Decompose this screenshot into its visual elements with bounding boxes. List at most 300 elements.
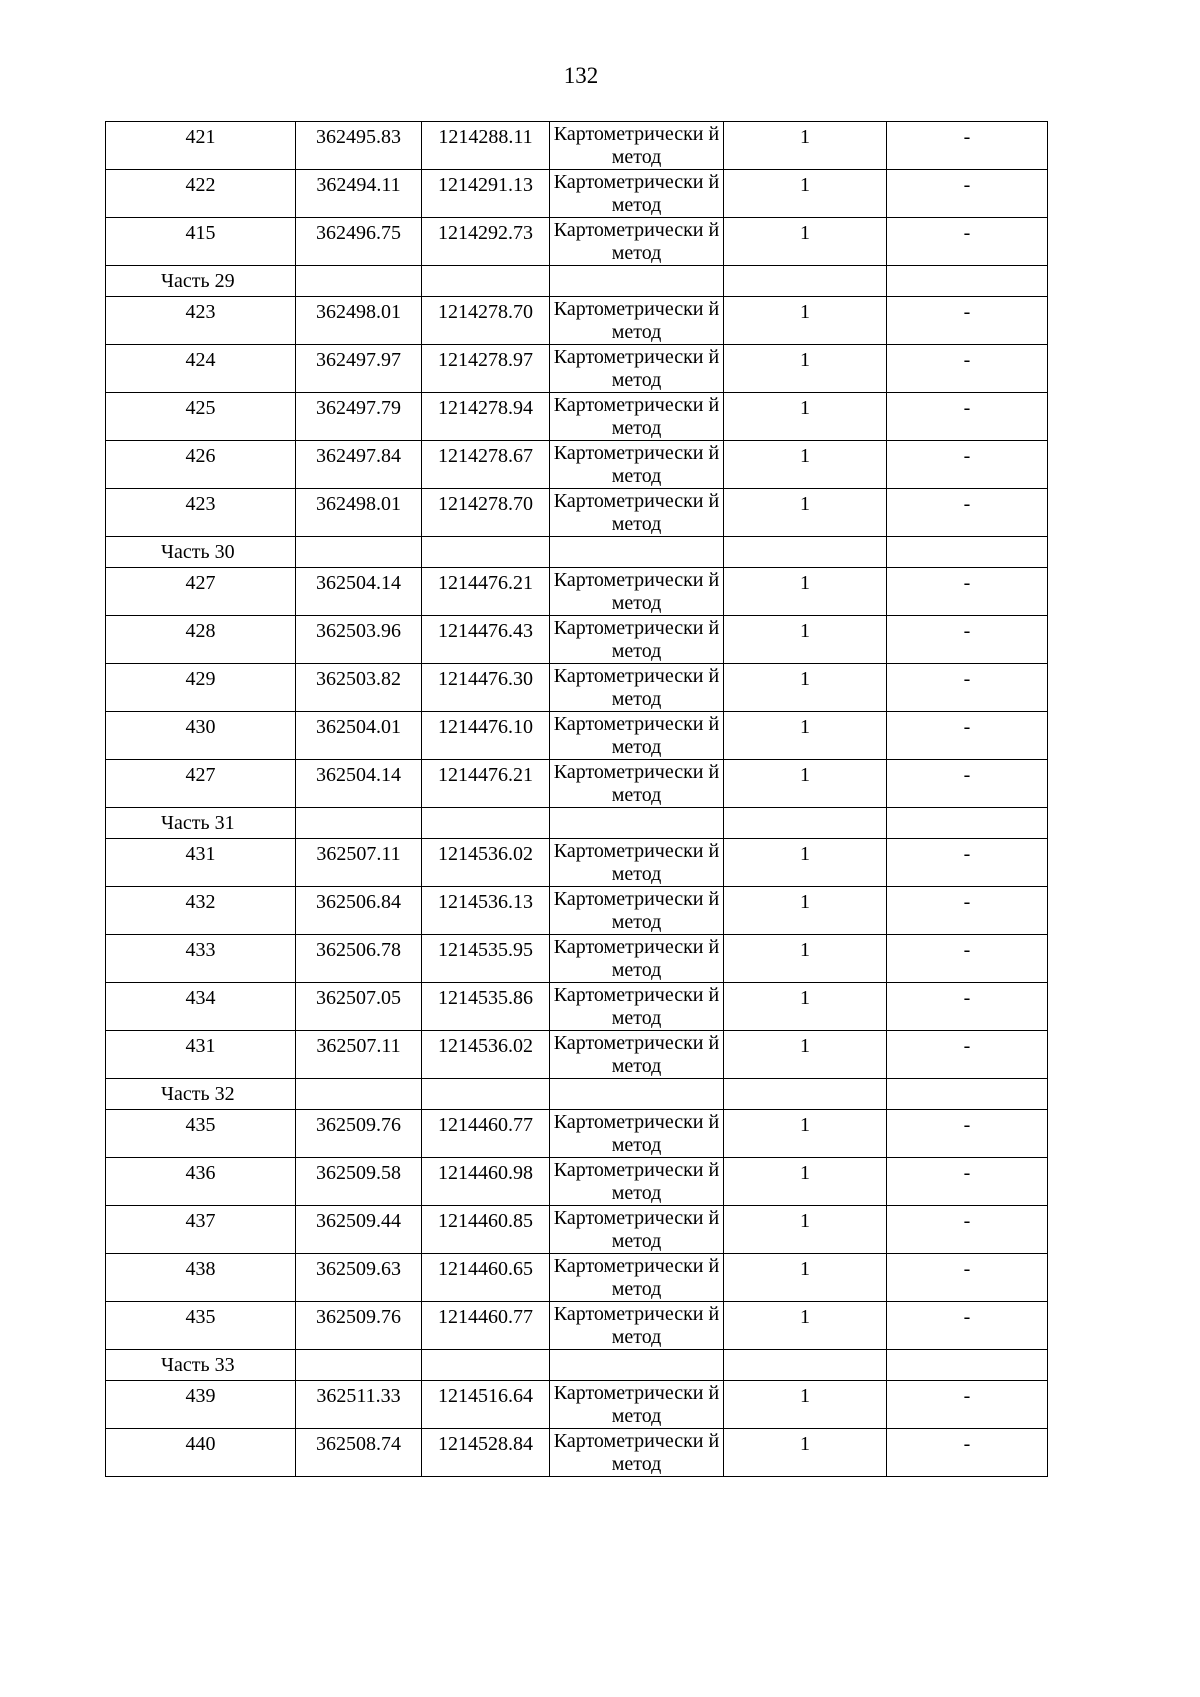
accuracy-value-cell <box>724 393 887 441</box>
y-coordinate: 1214536.02 <box>438 1035 533 1057</box>
y-coordinate-cell <box>422 1158 550 1206</box>
empty-cell <box>422 537 550 568</box>
y-coordinate-cell <box>422 1206 550 1254</box>
accuracy-value-cell <box>724 441 887 489</box>
note-value-cell <box>887 839 1048 887</box>
y-coordinate: 1214476.43 <box>438 620 533 642</box>
point-number: 423 <box>185 493 216 515</box>
x-coordinate-cell <box>296 664 422 712</box>
accuracy-value: 1 <box>800 1433 810 1455</box>
y-coordinate-cell <box>422 1302 550 1350</box>
note-value-cell <box>887 712 1048 760</box>
determination-method: Картометрически й метод <box>553 123 720 168</box>
determination-method: Картометрически й метод <box>553 569 720 614</box>
accuracy-value-cell <box>724 1158 887 1206</box>
determination-method: Картометрически й метод <box>553 1430 720 1475</box>
empty-cell <box>422 1079 550 1110</box>
accuracy-value: 1 <box>800 349 810 371</box>
x-coordinate: 362503.96 <box>316 620 401 642</box>
determination-method-cell <box>550 170 724 218</box>
determination-method: Картометрически й метод <box>553 346 720 391</box>
note-value: - <box>963 1433 971 1455</box>
determination-method: Картометрически й метод <box>553 936 720 981</box>
determination-method-cell <box>550 887 724 935</box>
y-coordinate-cell <box>422 616 550 664</box>
point-number-cell <box>106 393 296 441</box>
note-value-cell <box>887 935 1048 983</box>
accuracy-value-cell <box>724 760 887 808</box>
determination-method-cell <box>550 489 724 537</box>
accuracy-value: 1 <box>800 843 810 865</box>
determination-method-cell <box>550 1381 724 1429</box>
point-number-cell <box>106 712 296 760</box>
accuracy-value-cell <box>724 664 887 712</box>
y-coordinate-cell <box>422 345 550 393</box>
accuracy-value: 1 <box>800 891 810 913</box>
determination-method: Картометрически й метод <box>553 761 720 806</box>
point-number: 426 <box>185 445 216 467</box>
point-number: 437 <box>185 1210 216 1232</box>
point-number: 422 <box>185 174 216 196</box>
y-coordinate: 1214292.73 <box>438 222 533 244</box>
note-value-cell <box>887 664 1048 712</box>
x-coordinate: 362497.79 <box>316 397 401 419</box>
x-coordinate-cell <box>296 935 422 983</box>
x-coordinate-cell <box>296 1158 422 1206</box>
determination-method-cell <box>550 712 724 760</box>
note-value-cell <box>887 1031 1048 1079</box>
accuracy-value-cell <box>724 218 887 266</box>
x-coordinate: 362509.44 <box>316 1210 401 1232</box>
part-header-row <box>106 537 1048 568</box>
point-number: 430 <box>185 716 216 738</box>
y-coordinate-cell <box>422 218 550 266</box>
point-number: 425 <box>185 397 216 419</box>
table-row <box>106 1206 1048 1254</box>
part-label-cell <box>106 808 296 839</box>
note-value-cell <box>887 1254 1048 1302</box>
y-coordinate-cell <box>422 1381 550 1429</box>
note-value: - <box>963 301 971 323</box>
x-coordinate: 362509.76 <box>316 1306 401 1328</box>
note-value: - <box>963 126 971 148</box>
note-value: - <box>963 891 971 913</box>
x-coordinate-cell <box>296 218 422 266</box>
y-coordinate: 1214476.10 <box>438 716 533 738</box>
note-value-cell <box>887 1158 1048 1206</box>
empty-cell <box>296 1079 422 1110</box>
y-coordinate: 1214476.21 <box>438 572 533 594</box>
note-value: - <box>963 174 971 196</box>
y-coordinate-cell <box>422 1031 550 1079</box>
x-coordinate: 362507.11 <box>316 1035 401 1057</box>
note-value-cell <box>887 345 1048 393</box>
point-number: 415 <box>185 222 216 244</box>
accuracy-value-cell <box>724 1031 887 1079</box>
table-row <box>106 170 1048 218</box>
x-coordinate-cell <box>296 1110 422 1158</box>
x-coordinate-cell <box>296 1381 422 1429</box>
part-label: Часть 31 <box>161 812 235 834</box>
point-number: 431 <box>185 1035 216 1057</box>
x-coordinate-cell <box>296 345 422 393</box>
accuracy-value-cell <box>724 489 887 537</box>
y-coordinate-cell <box>422 887 550 935</box>
point-number: 428 <box>185 620 216 642</box>
point-number: 429 <box>185 668 216 690</box>
x-coordinate: 362511.33 <box>316 1385 401 1407</box>
point-number: 431 <box>185 843 216 865</box>
point-number-cell <box>106 887 296 935</box>
determination-method-cell <box>550 664 724 712</box>
x-coordinate-cell <box>296 983 422 1031</box>
point-number: 439 <box>185 1385 216 1407</box>
point-number-cell <box>106 935 296 983</box>
note-value: - <box>963 987 971 1009</box>
accuracy-value-cell <box>724 1254 887 1302</box>
table-row <box>106 1110 1048 1158</box>
determination-method: Картометрически й метод <box>553 665 720 710</box>
determination-method-cell <box>550 568 724 616</box>
y-coordinate: 1214278.94 <box>438 397 533 419</box>
y-coordinate: 1214460.65 <box>438 1258 533 1280</box>
empty-cell <box>550 1350 724 1381</box>
accuracy-value: 1 <box>800 668 810 690</box>
empty-cell <box>887 1079 1048 1110</box>
note-value: - <box>963 1210 971 1232</box>
determination-method: Картометрически й метод <box>553 1255 720 1300</box>
x-coordinate-cell <box>296 393 422 441</box>
accuracy-value: 1 <box>800 174 810 196</box>
x-coordinate: 362506.78 <box>316 939 401 961</box>
determination-method-cell <box>550 345 724 393</box>
part-header-row <box>106 808 1048 839</box>
part-label-cell <box>106 537 296 568</box>
note-value: - <box>963 620 971 642</box>
y-coordinate-cell <box>422 441 550 489</box>
empty-cell <box>887 537 1048 568</box>
y-coordinate-cell <box>422 297 550 345</box>
part-header-row <box>106 1079 1048 1110</box>
x-coordinate: 362509.76 <box>316 1114 401 1136</box>
determination-method-cell <box>550 1254 724 1302</box>
accuracy-value: 1 <box>800 1258 810 1280</box>
point-number: 427 <box>185 572 216 594</box>
x-coordinate-cell <box>296 887 422 935</box>
empty-cell <box>550 537 724 568</box>
y-coordinate: 1214291.13 <box>438 174 533 196</box>
note-value: - <box>963 1035 971 1057</box>
accuracy-value-cell <box>724 1381 887 1429</box>
y-coordinate: 1214278.97 <box>438 349 533 371</box>
empty-cell <box>422 266 550 297</box>
x-coordinate-cell <box>296 839 422 887</box>
y-coordinate-cell <box>422 664 550 712</box>
point-number-cell <box>106 122 296 170</box>
y-coordinate-cell <box>422 760 550 808</box>
note-value: - <box>963 493 971 515</box>
x-coordinate-cell <box>296 441 422 489</box>
determination-method-cell <box>550 1429 724 1477</box>
determination-method-cell <box>550 1158 724 1206</box>
x-coordinate: 362506.84 <box>316 891 401 913</box>
part-label: Часть 29 <box>161 270 235 292</box>
empty-cell <box>296 808 422 839</box>
note-value-cell <box>887 297 1048 345</box>
table-row <box>106 839 1048 887</box>
x-coordinate: 362504.14 <box>316 764 401 786</box>
point-number-cell <box>106 839 296 887</box>
note-value-cell <box>887 441 1048 489</box>
point-number-cell <box>106 983 296 1031</box>
determination-method: Картометрически й метод <box>553 1207 720 1252</box>
determination-method: Картометрически й метод <box>553 888 720 933</box>
point-number: 440 <box>185 1433 216 1455</box>
empty-cell <box>296 266 422 297</box>
empty-cell <box>887 1350 1048 1381</box>
determination-method: Картометрически й метод <box>553 442 720 487</box>
accuracy-value: 1 <box>800 939 810 961</box>
y-coordinate-cell <box>422 122 550 170</box>
determination-method: Картометрически й метод <box>553 1032 720 1077</box>
note-value: - <box>963 445 971 467</box>
table-row <box>106 441 1048 489</box>
x-coordinate: 362496.75 <box>316 222 401 244</box>
note-value-cell <box>887 1429 1048 1477</box>
note-value: - <box>963 668 971 690</box>
accuracy-value-cell <box>724 983 887 1031</box>
point-number-cell <box>106 297 296 345</box>
y-coordinate: 1214535.86 <box>438 987 533 1009</box>
table-row <box>106 887 1048 935</box>
table-row <box>106 1429 1048 1477</box>
point-number-cell <box>106 489 296 537</box>
y-coordinate-cell <box>422 935 550 983</box>
y-coordinate: 1214460.77 <box>438 1306 533 1328</box>
empty-cell <box>724 266 887 297</box>
note-value: - <box>963 397 971 419</box>
point-number: 434 <box>185 987 216 1009</box>
determination-method-cell <box>550 1206 724 1254</box>
note-value-cell <box>887 170 1048 218</box>
part-label-cell <box>106 266 296 297</box>
point-number: 427 <box>185 764 216 786</box>
accuracy-value: 1 <box>800 1306 810 1328</box>
determination-method: Картометрически й метод <box>553 219 720 264</box>
table-row <box>106 935 1048 983</box>
accuracy-value-cell <box>724 887 887 935</box>
determination-method-cell <box>550 1110 724 1158</box>
empty-cell <box>724 1350 887 1381</box>
point-number-cell <box>106 218 296 266</box>
note-value-cell <box>887 1206 1048 1254</box>
empty-cell <box>724 537 887 568</box>
table-row <box>106 568 1048 616</box>
y-coordinate: 1214460.77 <box>438 1114 533 1136</box>
table-row <box>106 1381 1048 1429</box>
y-coordinate: 1214516.64 <box>438 1385 533 1407</box>
y-coordinate: 1214278.67 <box>438 445 533 467</box>
y-coordinate: 1214278.70 <box>438 493 533 515</box>
x-coordinate-cell <box>296 297 422 345</box>
table-row <box>106 760 1048 808</box>
accuracy-value: 1 <box>800 493 810 515</box>
y-coordinate-cell <box>422 393 550 441</box>
determination-method: Картометрически й метод <box>553 617 720 662</box>
x-coordinate-cell <box>296 489 422 537</box>
y-coordinate-cell <box>422 489 550 537</box>
accuracy-value-cell <box>724 1206 887 1254</box>
y-coordinate-cell <box>422 568 550 616</box>
y-coordinate-cell <box>422 983 550 1031</box>
point-number: 423 <box>185 301 216 323</box>
note-value: - <box>963 572 971 594</box>
accuracy-value-cell <box>724 935 887 983</box>
table-row <box>106 1031 1048 1079</box>
empty-cell <box>550 808 724 839</box>
y-coordinate: 1214288.11 <box>438 126 533 148</box>
determination-method: Картометрически й метод <box>553 984 720 1029</box>
x-coordinate: 362509.63 <box>316 1258 401 1280</box>
determination-method: Картометрически й метод <box>553 490 720 535</box>
note-value: - <box>963 1162 971 1184</box>
y-coordinate-cell <box>422 839 550 887</box>
note-value: - <box>963 764 971 786</box>
determination-method: Картометрически й метод <box>553 298 720 343</box>
note-value-cell <box>887 218 1048 266</box>
accuracy-value: 1 <box>800 1114 810 1136</box>
accuracy-value: 1 <box>800 1210 810 1232</box>
note-value-cell <box>887 983 1048 1031</box>
y-coordinate: 1214536.02 <box>438 843 533 865</box>
accuracy-value: 1 <box>800 1162 810 1184</box>
point-number-cell <box>106 170 296 218</box>
x-coordinate: 362504.14 <box>316 572 401 594</box>
point-number-cell <box>106 664 296 712</box>
part-label-cell <box>106 1350 296 1381</box>
y-coordinate: 1214476.30 <box>438 668 533 690</box>
x-coordinate: 362504.01 <box>316 716 401 738</box>
accuracy-value: 1 <box>800 764 810 786</box>
determination-method-cell <box>550 935 724 983</box>
accuracy-value-cell <box>724 839 887 887</box>
table-row <box>106 616 1048 664</box>
point-number: 433 <box>185 939 216 961</box>
accuracy-value: 1 <box>800 397 810 419</box>
note-value: - <box>963 716 971 738</box>
part-label: Часть 33 <box>161 1354 235 1376</box>
determination-method-cell <box>550 616 724 664</box>
determination-method-cell <box>550 218 724 266</box>
empty-cell <box>887 266 1048 297</box>
x-coordinate: 362507.05 <box>316 987 401 1009</box>
point-number: 424 <box>185 349 216 371</box>
table-row <box>106 218 1048 266</box>
x-coordinate: 362494.11 <box>316 174 401 196</box>
y-coordinate-cell <box>422 1110 550 1158</box>
accuracy-value-cell <box>724 568 887 616</box>
determination-method-cell <box>550 983 724 1031</box>
x-coordinate-cell <box>296 1206 422 1254</box>
determination-method-cell <box>550 760 724 808</box>
x-coordinate: 362497.97 <box>316 349 401 371</box>
y-coordinate-cell <box>422 1254 550 1302</box>
accuracy-value-cell <box>724 616 887 664</box>
determination-method: Картометрически й метод <box>553 394 720 439</box>
point-number-cell <box>106 1429 296 1477</box>
note-value-cell <box>887 887 1048 935</box>
determination-method: Картометрически й метод <box>553 713 720 758</box>
determination-method-cell <box>550 393 724 441</box>
x-coordinate: 362498.01 <box>316 301 401 323</box>
determination-method: Картометрически й метод <box>553 1303 720 1348</box>
x-coordinate-cell <box>296 170 422 218</box>
point-number-cell <box>106 1110 296 1158</box>
y-coordinate: 1214528.84 <box>438 1433 533 1455</box>
note-value: - <box>963 1258 971 1280</box>
table-row <box>106 1302 1048 1350</box>
accuracy-value-cell <box>724 345 887 393</box>
accuracy-value: 1 <box>800 620 810 642</box>
x-coordinate-cell <box>296 616 422 664</box>
point-number: 435 <box>185 1306 216 1328</box>
x-coordinate: 362507.11 <box>316 843 401 865</box>
table-row <box>106 1158 1048 1206</box>
empty-cell <box>296 537 422 568</box>
point-number: 432 <box>185 891 216 913</box>
table-row <box>106 393 1048 441</box>
point-number-cell <box>106 1206 296 1254</box>
point-number-cell <box>106 441 296 489</box>
y-coordinate-cell <box>422 170 550 218</box>
point-number: 438 <box>185 1258 216 1280</box>
x-coordinate-cell <box>296 1254 422 1302</box>
y-coordinate: 1214476.21 <box>438 764 533 786</box>
accuracy-value-cell <box>724 1429 887 1477</box>
empty-cell <box>422 808 550 839</box>
accuracy-value-cell <box>724 170 887 218</box>
part-label: Часть 32 <box>161 1083 235 1105</box>
y-coordinate: 1214278.70 <box>438 301 533 323</box>
empty-cell <box>550 1079 724 1110</box>
x-coordinate: 362503.82 <box>316 668 401 690</box>
note-value: - <box>963 349 971 371</box>
empty-cell <box>724 1079 887 1110</box>
point-number-cell <box>106 1158 296 1206</box>
part-label-cell <box>106 1079 296 1110</box>
point-number-cell <box>106 345 296 393</box>
note-value-cell <box>887 122 1048 170</box>
determination-method-cell <box>550 297 724 345</box>
determination-method: Картометрически й метод <box>553 1382 720 1427</box>
table-row <box>106 345 1048 393</box>
accuracy-value-cell <box>724 1110 887 1158</box>
empty-cell <box>550 266 724 297</box>
note-value: - <box>963 1306 971 1328</box>
empty-cell <box>422 1350 550 1381</box>
x-coordinate: 362497.84 <box>316 445 401 467</box>
note-value: - <box>963 222 971 244</box>
note-value-cell <box>887 1381 1048 1429</box>
x-coordinate-cell <box>296 1302 422 1350</box>
x-coordinate: 362508.74 <box>316 1433 401 1455</box>
table-row <box>106 983 1048 1031</box>
note-value: - <box>963 843 971 865</box>
note-value-cell <box>887 760 1048 808</box>
point-number-cell <box>106 568 296 616</box>
table-row <box>106 1254 1048 1302</box>
table-row <box>106 489 1048 537</box>
